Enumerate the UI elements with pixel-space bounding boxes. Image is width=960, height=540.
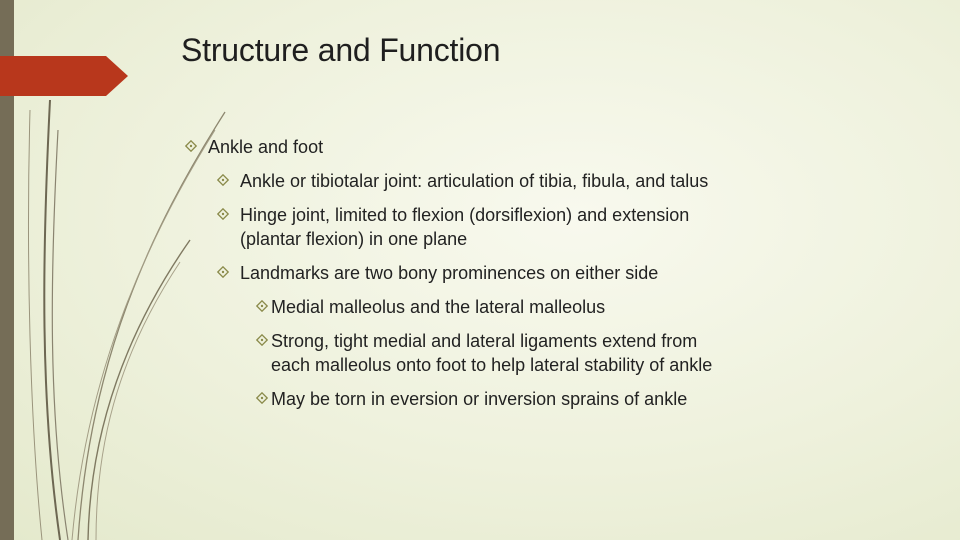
diamond-bullet-icon [185, 140, 197, 152]
bullet-text: Ankle or tibiotalar joint: articulation of tibia, fibula, and talus [240, 171, 709, 191]
diamond-bullet-icon [217, 174, 229, 186]
bullet-text: Ankle and foot [208, 137, 324, 157]
bullet-sprains [256, 387, 687, 411]
bullet-hinge-joint [217, 203, 689, 251]
diamond-bullet-icon [256, 392, 268, 404]
bullet-text: Landmarks are two bony prominences on either side [240, 263, 659, 283]
bullet-landmarks [217, 261, 658, 285]
slide-title: Structure and Function [181, 32, 501, 68]
bullet-text-line2: each malleolus onto foot to help lateral stability of ankle [271, 355, 713, 375]
bullet-text-line1: Hinge joint, limited to flexion (dorsiflexion) and extension [240, 205, 690, 225]
bullet-text: May be torn in eversion or inversion sprains of ankle [271, 389, 688, 409]
diamond-bullet-icon [256, 334, 268, 346]
bullet-ankle-and-foot [185, 135, 323, 159]
diamond-bullet-icon [217, 266, 229, 278]
bullet-text-line2: (plantar flexion) in one plane [240, 229, 468, 249]
diamond-bullet-icon [217, 208, 229, 220]
diamond-bullet-icon [256, 300, 268, 312]
bullet-malleoli [256, 295, 605, 319]
title-accent-arrow [0, 56, 128, 96]
bullet-text: Medial malleolus and the lateral malleolus [271, 297, 606, 317]
bullet-tibiotalar-joint [217, 169, 708, 193]
bullet-text-line1: Strong, tight medial and lateral ligaments extend from [271, 331, 698, 351]
bullet-ligaments [256, 329, 712, 377]
